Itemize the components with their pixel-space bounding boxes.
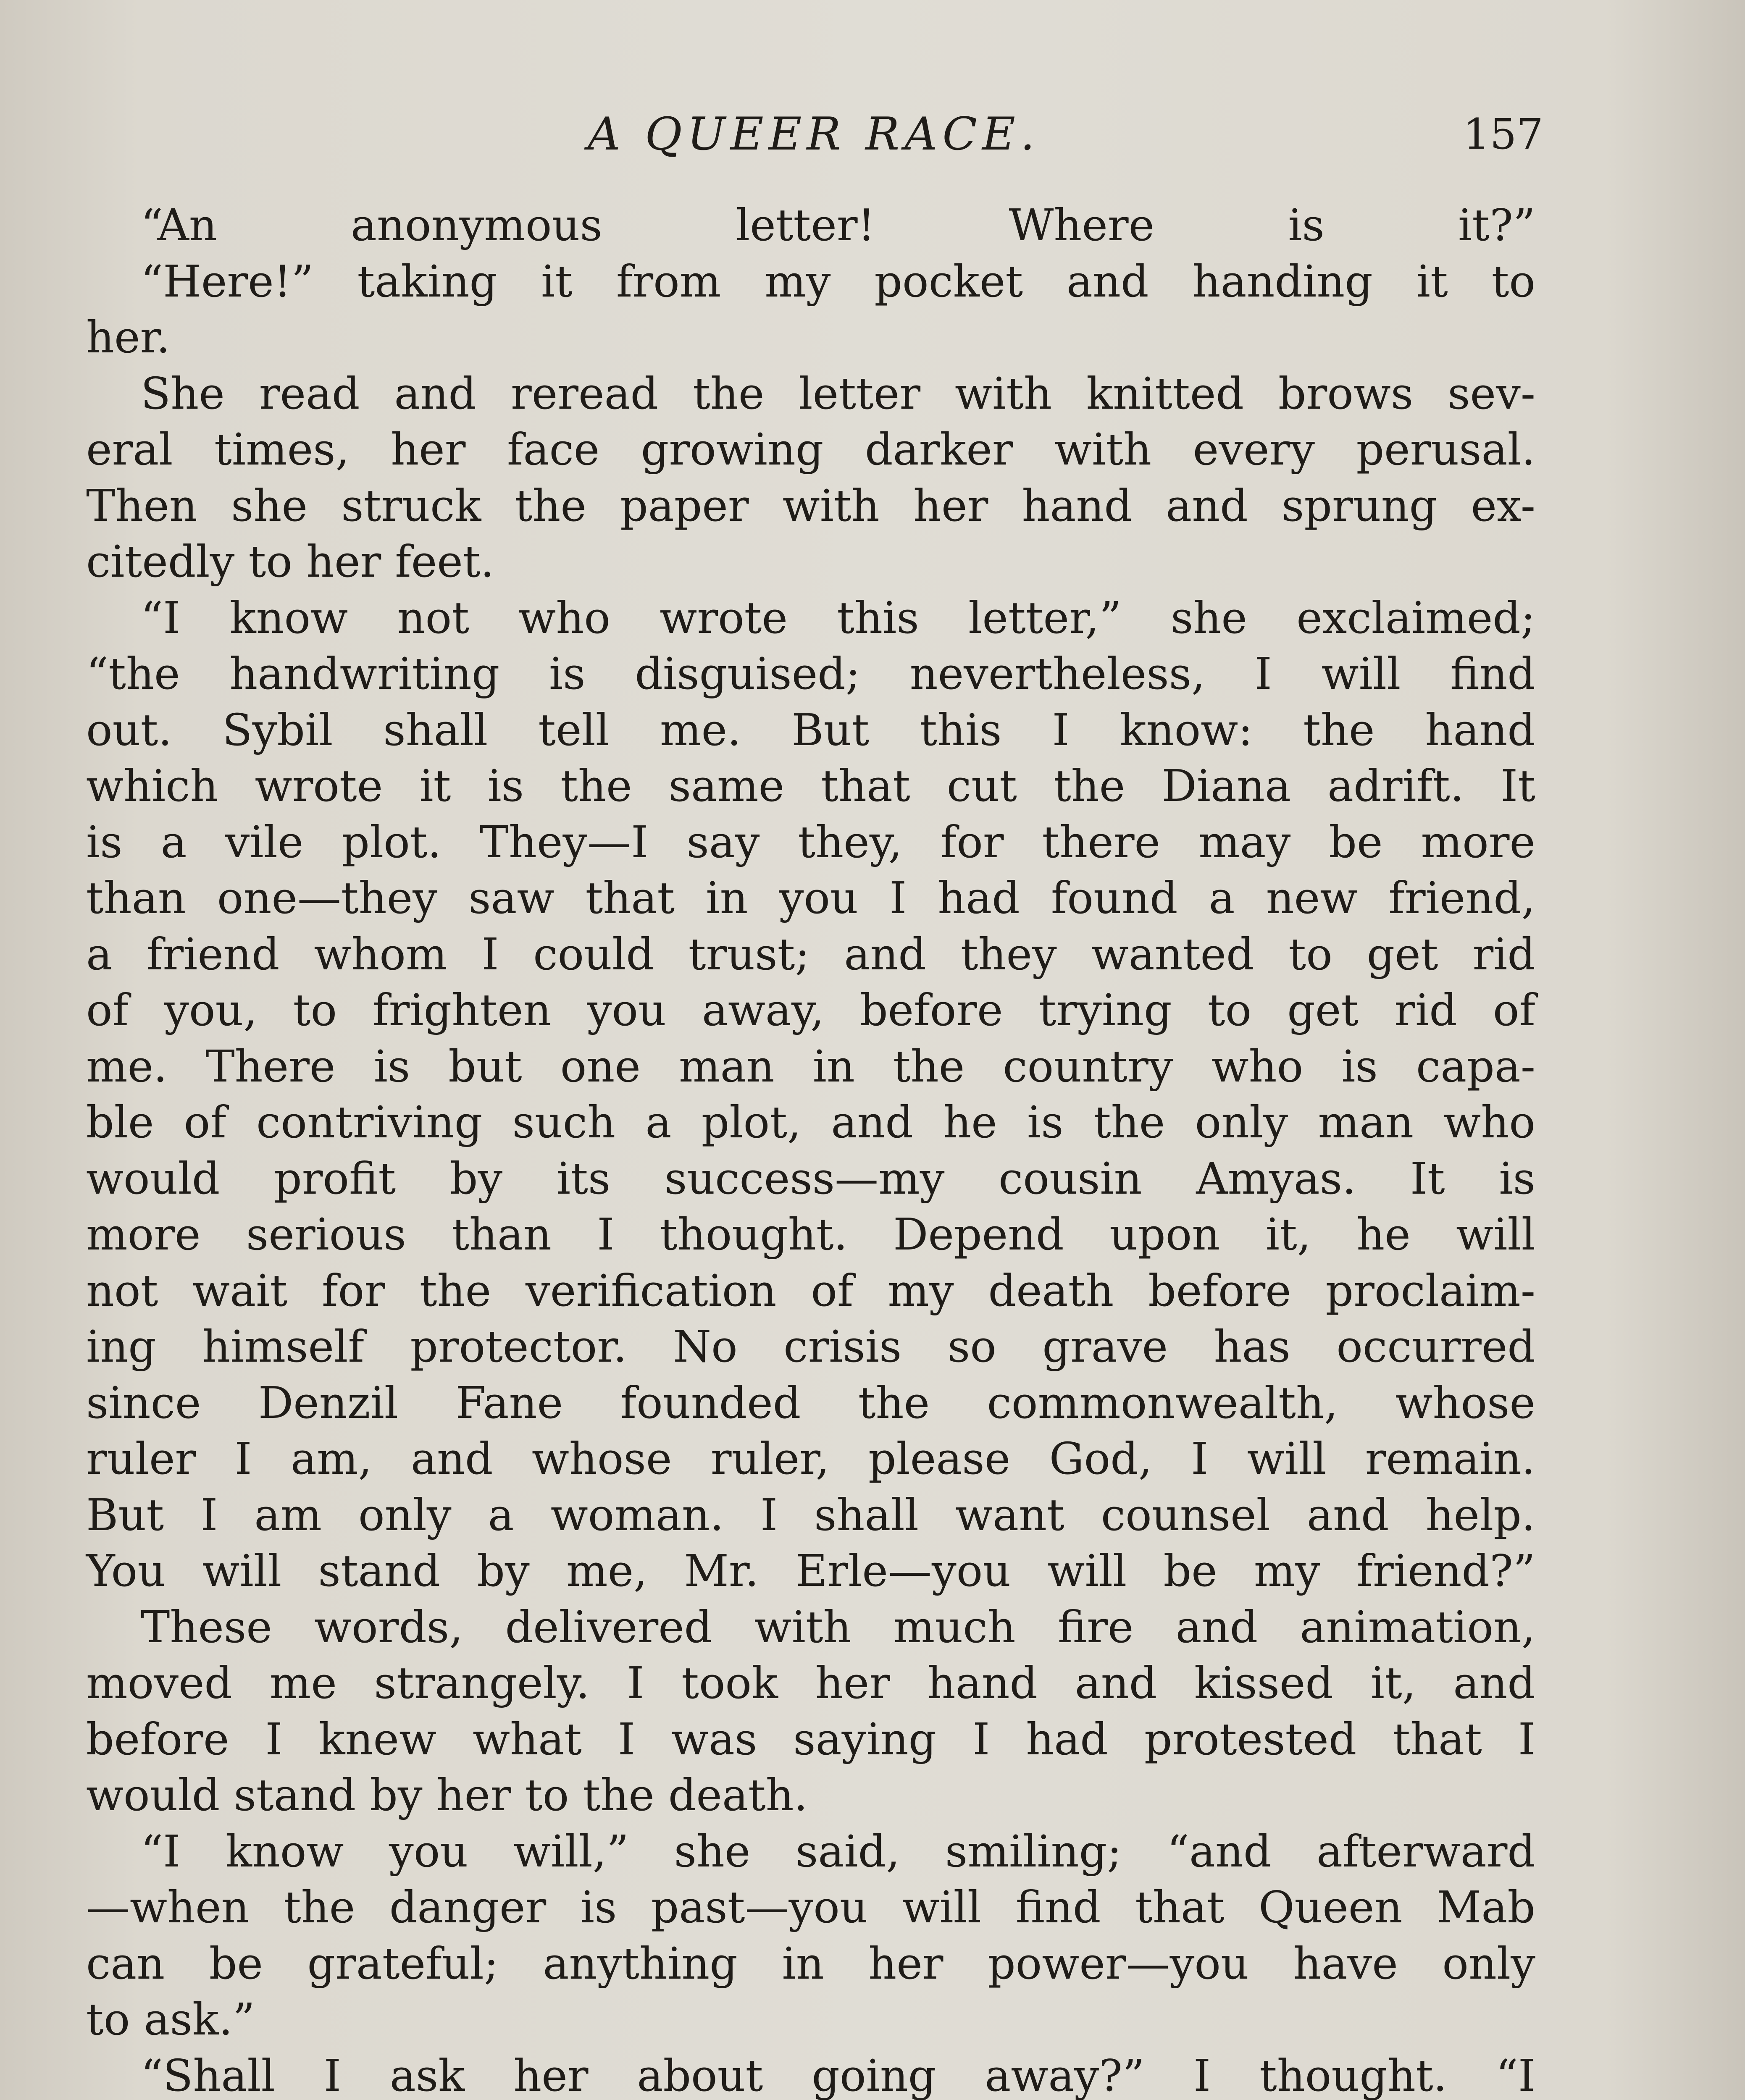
body-text [86,197,1535,2100]
text-line: She read and reread the letter with knitted brows sev- [141,368,1535,419]
page-number: 157 [1463,110,1543,159]
text-line: citedly to her feet. [86,536,494,587]
text-line: “An anonymous letter! Where is it?” [141,200,1535,251]
running-title: A QUEER RACE. [587,108,1040,160]
text-line: of you, to frighten you away, before trying to get rid of [86,984,1535,1036]
text-line: more serious than I thought. Depend upon it, he will [86,1209,1535,1260]
text-line: Then she struck the paper with her hand and sprung ex- [86,480,1535,531]
text-line: “I know not who wrote this letter,” she exclaimed; [141,592,1535,643]
text-line: not wait for the verification of my death before proclaim- [86,1265,1535,1316]
page-header [84,101,1543,168]
text-line: a friend whom I could trust; and they wanted to get rid [86,928,1535,980]
text-line: which wrote it is the same that cut the Diana adrift. It [86,760,1535,811]
text-line: But I am only a woman. I shall want counsel and help. [86,1489,1535,1541]
text-line: before I knew what I was saying I had protested that I [86,1713,1535,1765]
text-line: can be grateful; anything in her power—you have only [86,1937,1535,1989]
text-line: me. There is but one man in the country who is capa- [86,1040,1535,1092]
text-line: “Shall I ask her about going away?” I thought. “I [141,2050,1535,2100]
text-line: would profit by its success—my cousin Amyas. It is [86,1152,1535,1204]
text-line: since Denzil Fane founded the commonwealth, whose [86,1377,1535,1428]
text-line: moved me strangely. I took her hand and kissed it, and [86,1657,1535,1709]
text-line: ble of contriving such a plot, and he is the only man who [86,1097,1535,1148]
text-line: to ask.” [86,1994,255,2045]
text-line: would stand by her to the death. [86,1769,808,1821]
text-line: ruler I am, and whose ruler, please God, I will remain. [86,1433,1535,1484]
text-line: These words, delivered with much fire and animation, [141,1601,1535,1653]
text-line: eral times, her face growing darker with every perusal. [86,424,1535,475]
text-line: out. Sybil shall tell me. But this I know: the hand [86,704,1535,756]
text-line: —when the danger is past—you will find that Queen Mab [86,1882,1535,1933]
text-line: You will stand by me, Mr. Erle—you will be my friend?” [86,1545,1535,1596]
text-line: than one—they saw that in you I had found a new friend, [86,872,1535,924]
text-line: “the handwriting is disguised; nevertheless, I will find [86,648,1535,699]
text-line: ing himself protector. No crisis so grave has occurred [86,1321,1535,1372]
text-line: “Here!” taking it from my pocket and handing it to [141,255,1535,307]
text-line: is a vile plot. They—I say they, for there may be more [86,816,1535,868]
text-line: her. [86,312,170,363]
text-line: “I know you will,” she said, smiling; “and afterward [141,1825,1535,1877]
